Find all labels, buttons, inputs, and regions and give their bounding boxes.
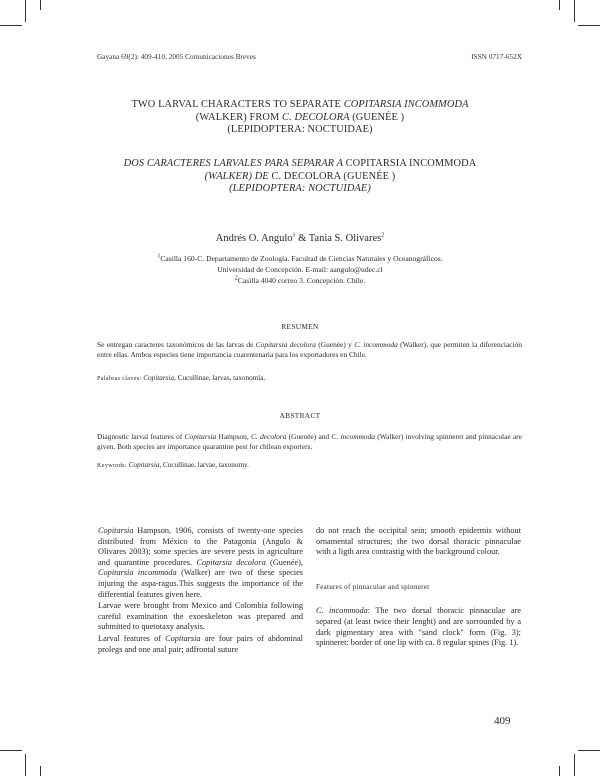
crop-mark — [574, 0, 575, 22]
resumen-text: Se entregan caracteres taxonómicos de las larvas de Copitarsia decolora (Guenée) y C. incommoda (Walker), que permiten la diferenciación entre ellas. Ambos especies tiene importancia cuarentenaria para los exportadores en Chile. — [97, 340, 522, 360]
crop-mark — [559, 0, 560, 10]
body-paragraph: Larval features of Copitarsia are four pairs of abdominal prolegs and one anal pair; adfrontal suture — [98, 633, 303, 654]
body-column-left — [98, 526, 303, 655]
authors: Andrés O. Angulo$^1$ & Tania S. Olivares$^2$ — [215, 232, 385, 244]
affiliations: $^1$Casilla 160-C. Departamento de Zoología. Facultad de Ciencias Naturales y Oceanográficos. Universidad de Concepción. E-mail: aangulo@udec.cl $^2$Casilla 4040 correo 3. Concepción. Chile. — [157, 253, 443, 285]
crop-mark — [25, 754, 26, 776]
title-english: TWO LARVAL CHARACTERS TO SEPARATE COPITARSIA INCOMMODA (WALKER) FROM C. DECOLORA (GUENÉE ) (LEPIDOPTERA: NOCTUIDAE) — [131, 99, 469, 135]
crop-mark — [559, 766, 560, 776]
body-column-right — [316, 526, 521, 649]
crop-mark — [574, 754, 575, 776]
crop-mark — [25, 0, 26, 22]
body-paragraph: Copitarsia Hampson, 1906, consists of twenty-one species distributed from México to the Patagonia (Angulo & Olivares 2003); some species are severe pests in agriculture and quarantine procedures. Copitarsia decolora (Guenée), Copitarsia incommoda (Walker) are two of these species injuring the aspa-ragus.This suggests the importance of the differential features given here. — [98, 526, 303, 599]
abstract-keywords: Keywords: Copitarsia, Cucullinae, larvae, taxonomy. — [97, 461, 249, 469]
crop-mark — [578, 750, 600, 751]
page-number: 409 — [494, 715, 511, 727]
resumen-heading: RESUMEN — [281, 322, 319, 331]
body-paragraph: Larvae were brought from Mexico and Colombia following careful examination the exoeskeleton was prepared and submitted to quetotaxy analysis. — [98, 601, 303, 632]
section-subheading: Features of pinnaculae and spinneret — [316, 582, 430, 591]
abstract-heading: ABSTRACT — [279, 411, 321, 420]
resumen-keywords: Palabras claves: Copitarsia, Cucullinae, larvas, taxonomía. — [97, 374, 266, 382]
crop-mark — [0, 25, 22, 26]
body-paragraph: do not reach the occipital sein; smooth epidermis without ornamental structures; the two dorsal thoracic pinnaculae with a ligth area contrastig with the background colour. — [316, 526, 521, 557]
crop-mark — [578, 25, 600, 26]
body-paragraph: C. incommoda: The two dorsal thoracic pinnaculae are separed (at least twice their lenght) and are sorrounded by a dark pigmentary area with "sand clock" form (Fig. 3); spinneret: border of one lip with ca. 8 regular spines (Fig. 1). — [316, 606, 521, 648]
journal-citation: Gayana 69(2): 409-410, 2005 Comunicaciones Breves — [97, 52, 256, 61]
crop-mark — [40, 0, 41, 10]
issn: ISSN 0717-652X — [471, 52, 522, 61]
crop-mark — [40, 766, 41, 776]
abstract-text: Diagnostic larval features of Copitarsia Hampson, C. decolora (Guenée) and C. incommoda (Walker) involving spinneret and pinnaculae are given. Both species are importance quarantine pest for chilean exporters. — [97, 432, 522, 452]
title-spanish: DOS CARACTERES LARVALES PARA SEPARAR A COPITARSIA INCOMMODA (WALKER) DE C. DECOLORA (GUENÉE ) (LEPIDOPTERA: NOCTUIDAE) — [123, 158, 477, 194]
crop-mark — [0, 750, 22, 751]
